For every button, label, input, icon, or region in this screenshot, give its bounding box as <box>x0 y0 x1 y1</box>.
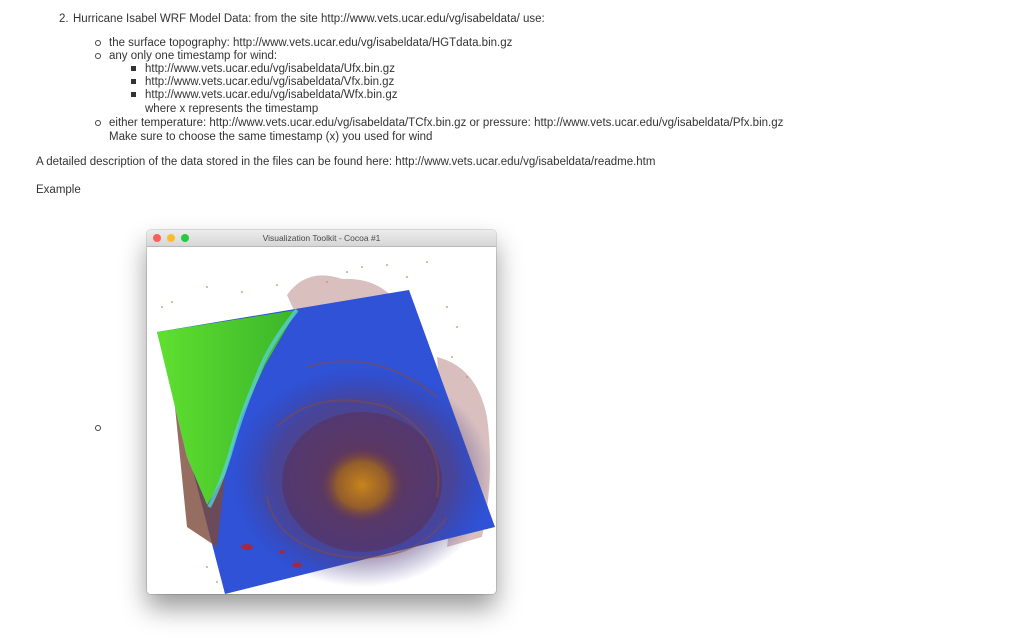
vtk-window-screenshot <box>147 230 496 594</box>
window-titlebar <box>147 230 496 247</box>
example-label: Example <box>36 184 81 196</box>
wind-intro-text: any only one timestamp for wind: <box>109 50 278 62</box>
window-title: Visualization Toolkit - Cocoa #1 <box>262 233 381 243</box>
wind-note-text: where x represents the timestamp <box>145 103 319 115</box>
circle-bullet-icon <box>95 425 101 431</box>
hurricane-visualization <box>147 247 496 594</box>
temp-note-text: Make sure to choose the same timestamp (x) you used for wind <box>109 131 433 143</box>
circle-bullet-icon <box>95 53 101 59</box>
square-bullet-icon <box>131 92 136 97</box>
square-bullet-icon <box>131 79 136 84</box>
wind-link-u[interactable]: http://www.vets.ucar.edu/vg/isabeldata/Ufx.bin.gz <box>145 63 395 75</box>
square-bullet-icon <box>131 66 136 71</box>
temp-pressure-text: either temperature: http://www.vets.ucar.edu/vg/isabeldata/TCfx.bin.gz or pressure: http://www.vets.ucar.edu/vg/isabeldata/Pfx.bin.gz <box>109 117 784 129</box>
wind-link-v[interactable]: http://www.vets.ucar.edu/vg/isabeldata/Vfx.bin.gz <box>145 76 395 88</box>
item-title: Hurricane Isabel WRF Model Data: from the site http://www.vets.ucar.edu/vg/isabeldata/ use: <box>73 13 545 25</box>
description-text: A detailed description of the data stored in the files can be found here: http://www.vets.ucar.edu/vg/isabeldata/readme.htm <box>36 156 656 168</box>
circle-bullet-icon <box>95 40 101 46</box>
hurricane-eye <box>320 447 404 523</box>
item-number: 2. <box>59 13 69 25</box>
circle-bullet-icon <box>95 120 101 126</box>
topography-text: the surface topography: http://www.vets.ucar.edu/vg/isabeldata/HGTdata.bin.gz <box>109 37 513 49</box>
wind-link-w[interactable]: http://www.vets.ucar.edu/vg/isabeldata/Wfx.bin.gz <box>145 89 398 101</box>
render-viewport <box>147 247 496 594</box>
